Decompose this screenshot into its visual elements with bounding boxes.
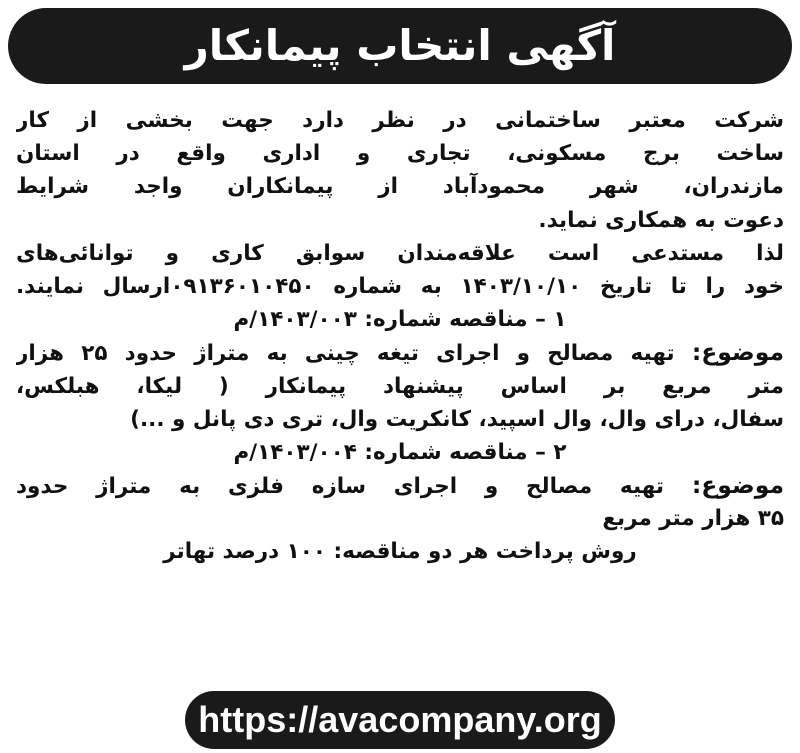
tender-1-subject-line: سفال، درای وال، وال اسپید، کانکریت وال، تری دی پانل و ...)	[130, 406, 784, 432]
website-url: https://avacompany.org	[198, 699, 602, 740]
payment-method: روش پرداخت هر دو مناقصه: ۱۰۰ درصد تهاتر	[163, 539, 637, 565]
tender-2-heading: ۲ – مناقصه شماره: ۱۴۰۳/۰۰۴/م	[233, 439, 567, 465]
subject-label: موضوع:	[691, 338, 784, 367]
subject-label: موضوع:	[691, 471, 784, 500]
request-line: لذا مستدعی است علاقه‌مندان سوابق کاری و توانائی‌های	[16, 240, 784, 266]
tender-1-subject-line	[16, 336, 784, 369]
title-banner	[8, 8, 792, 84]
intro-line: شرکت معتبر ساختمانی در نظر دارد جهت بخشی از کار	[16, 108, 784, 133]
ad-title: آگهی انتخاب پیمانکار	[184, 21, 616, 70]
tender-1-heading: ۱ – مناقصه شماره: ۱۴۰۳/۰۰۳/م	[233, 307, 567, 333]
tender-2-subject-line: ۳۵ هزار متر مربع	[602, 506, 784, 532]
intro-line: ساخت برج مسکونی، تجاری و اداری واقع در استان	[16, 141, 784, 167]
website-banner	[185, 691, 615, 749]
tender-2-subject-line	[16, 469, 784, 502]
subject-text: تهیه مصالح و اجرای سازه فلزی به متراژ حدود	[16, 474, 665, 500]
intro-line: مازندران، شهر محمودآباد از پیمانکاران واجد شرایط	[16, 174, 784, 200]
ad-body	[16, 104, 784, 569]
intro-line: دعوت به همکاری نماید.	[538, 207, 784, 233]
subject-text: تهیه مصالح و اجرای تیغه چینی به متراژ حدود ۲۵ هزار	[16, 341, 675, 367]
request-line: خود را تا تاریخ ۱۴۰۳/۱۰/۱۰ به شماره ۰۹۱۳۶۰۱۰۴۵۰ارسال نمایند.	[16, 273, 784, 299]
tender-1-subject-line: متر مربع بر اساس پیشنهاد پیمانکار ( لیکا، هبلکس،	[16, 373, 784, 399]
